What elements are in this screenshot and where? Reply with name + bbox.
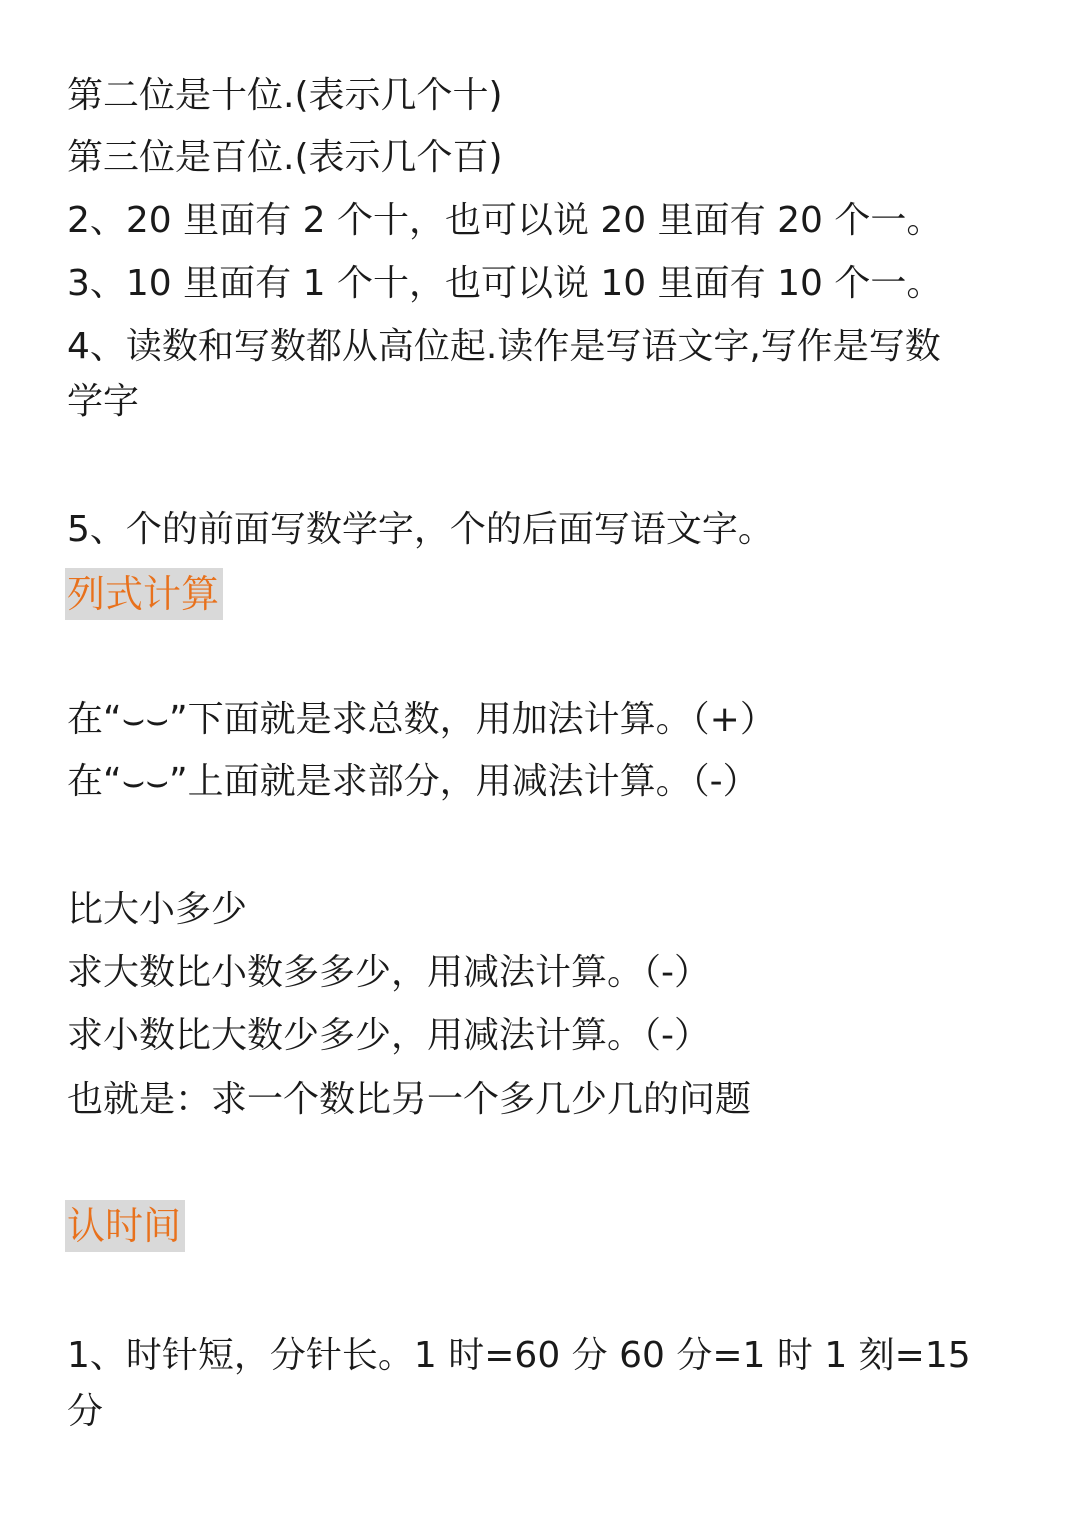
place-value-tens-line: 第二位是十位.(表示几个十) <box>67 75 503 116</box>
comparison-title: 比大小多少 <box>67 889 248 930</box>
section-heading-time: 认时间 <box>65 1200 185 1252</box>
time-rule-line: 1、时针短，分针长。1 时=60 分 60 分=1 时 1 刻=15 <box>67 1335 971 1376</box>
comparison-summary-line: 也就是：求一个数比另一个多几少几的问题 <box>67 1079 752 1120</box>
rule-5-line: 5、个的前面写数学字，个的后面写语文字。 <box>67 509 774 550</box>
rule-2-line: 2、20 里面有 2 个十，也可以说 20 里面有 20 个一。 <box>67 200 943 241</box>
comparison-less-line: 求小数比大数少多少，用减法计算。（-） <box>67 1015 710 1056</box>
rule-4-line: 4、读数和写数都从高位起.读作是写语文字,写作是写数 <box>67 326 941 367</box>
section-heading-calculation: 列式计算 <box>65 568 223 620</box>
time-rule-continuation: 分 <box>67 1391 104 1432</box>
rule-3-line: 3、10 里面有 1 个十，也可以说 10 里面有 10 个一。 <box>67 263 943 304</box>
rule-4-continuation: 学字 <box>67 381 140 422</box>
comparison-more-line: 求大数比小数多多少，用减法计算。（-） <box>67 952 710 993</box>
place-value-hundreds-line: 第三位是百位.(表示几个百) <box>67 137 503 178</box>
subtraction-rule-line: 在“⌣⌣”上面就是求部分，用减法计算。（-） <box>67 761 759 802</box>
addition-rule-line: 在“⌣⌣”下面就是求总数，用加法计算。（+） <box>67 699 776 740</box>
